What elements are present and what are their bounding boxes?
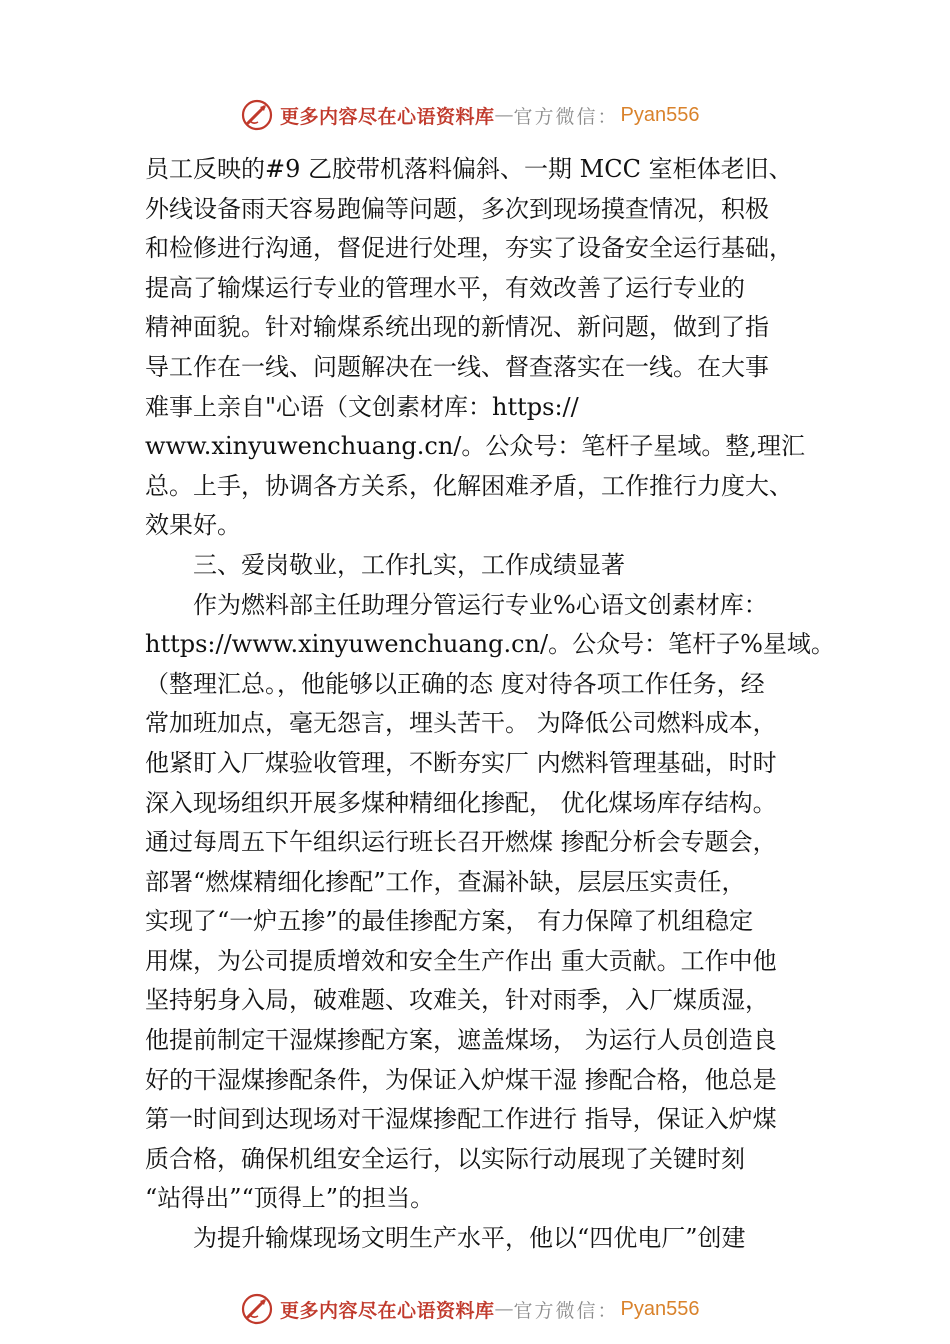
text-line: 他紧盯入厂煤验收管理，不断夯实厂 内燃料管理基础，时时 <box>145 748 777 777</box>
banner-wechat-label: 官方微信： <box>513 105 619 128</box>
text-line: 第一时间到达现场对干湿煤掺配工作进行 指导，保证入炉煤 <box>145 1105 777 1134</box>
banner-wechat-label: 官方微信： <box>513 1299 619 1322</box>
text-line: 效果好。 <box>145 511 241 540</box>
text-line: 好的干湿煤掺配条件，为保证入炉煤干湿 掺配合格，他总是 <box>145 1065 777 1094</box>
banner-wechat-id: Pyan556 <box>620 1297 700 1320</box>
text-line: 导工作在一线、问题解决在一线、督查落实在一线。在大事 <box>145 352 769 381</box>
text-line: 为提升输煤现场文明生产水平，他以“四优电厂”创建 <box>193 1224 746 1253</box>
section-heading: 三、爱岗敬业，工作扎实，工作成绩显著 <box>193 550 625 579</box>
document-body <box>145 150 835 1259</box>
text-line: 和检修进行沟通，督促进行处理，夯实了设备安全运行基础， <box>145 234 793 263</box>
banner-separator: — <box>494 104 514 126</box>
pen-logo-icon <box>240 1292 274 1326</box>
text-line: 外线设备雨天容易跑偏等问题，多次到现场摸查情况，积极 <box>145 194 769 223</box>
text-line: www.xinyuwenchuang.cn/。公众号：笔杆子星域。整,理汇 <box>145 432 806 461</box>
text-line: 实现了“一炉五掺”的最佳掺配方案， 有力保障了机组稳定 <box>145 907 754 936</box>
text-line: 总。上手，协调各方关系，化解困难矛盾，工作推行力度大、 <box>145 471 793 500</box>
pen-logo-icon <box>240 98 274 132</box>
text-line: 深入现场组织开展多煤种精细化掺配， 优化煤场库存结构。 <box>145 788 777 817</box>
text-line: 他提前制定干湿煤掺配方案，遮盖煤场， 为运行人员创造良 <box>145 1026 777 1055</box>
text-line: 常加班加点，毫无怨言，埋头苦干。 为降低公司燃料成本， <box>145 709 777 738</box>
text-line: 精神面貌。针对输煤系统出现的新情况、新问题，做到了指 <box>145 313 769 342</box>
text-line: （整理汇总。，他能够以正确的态 度对待各项工作任务，经 <box>145 669 765 698</box>
text-line: “站得出”“顶得上”的担当。 <box>145 1184 435 1213</box>
banner-main-text: 更多内容尽在心语资料库 <box>280 105 495 128</box>
text-line: 质合格，确保机组安全运行，以实际行动展现了关键时刻 <box>145 1144 745 1173</box>
footer-banner <box>240 1291 700 1327</box>
text-line: 部署“燃煤精细化掺配”工作，查漏补缺，层层压实责任， <box>145 867 746 896</box>
text-line: 用煤，为公司提质增效和安全生产作出 重大贡献。工作中他 <box>145 946 777 975</box>
banner-separator: — <box>494 1298 514 1320</box>
banner-main-text: 更多内容尽在心语资料库 <box>280 1299 495 1322</box>
text-line: 员工反映的#9 乙胶带机落料偏斜、一期 MCC 室柜体老旧、 <box>145 155 793 183</box>
text-line: 提高了输煤运行专业的管理水平，有效改善了运行专业的 <box>145 273 745 302</box>
text-line: 坚持躬身入局，破难题、攻难关，针对雨季，入厂煤质湿， <box>145 986 769 1015</box>
text-line: https://www.xinyuwenchuang.cn/。公众号：笔杆子%星域。 <box>145 630 835 659</box>
banner-wechat-id: Pyan556 <box>620 103 700 126</box>
text-line: 通过每周五下午组织运行班长召开燃煤 掺配分析会专题会， <box>145 828 777 857</box>
text-line: 难事上亲自"心语（文创素材库：https:// <box>145 392 579 421</box>
text-line: 作为燃料部主任助理分管运行专业%心语文创素材库： <box>193 590 768 619</box>
header-banner <box>240 97 700 133</box>
